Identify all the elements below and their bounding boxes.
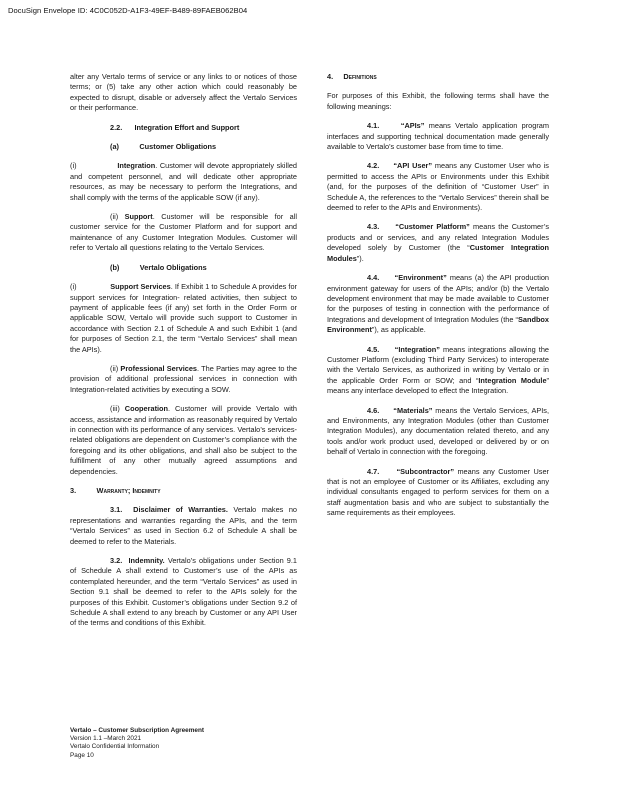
vertalo-obligations-heading: (b) Vertalo Obligations [110, 262, 207, 272]
clause-number: (i) [70, 282, 111, 292]
definition-term: “Integration” [394, 344, 440, 354]
definition-text: means Vertalo application program interfaces and supporting technical documentation made generally available to Vertalo’s customer base from time to time. [327, 121, 550, 152]
page-footer [70, 727, 204, 760]
clause-integration [70, 161, 297, 203]
definition-environment [327, 273, 549, 335]
clause-title: Professional Services [120, 363, 197, 373]
clause-professional-services [70, 364, 297, 395]
definition-text: means any Customer User that is not an employee of Customer or its Affiliates, excluding any individual consultants engaged to perform services for them on a staff augmentation basis and who are subject to substantially the same requirements as their employees. [327, 466, 549, 518]
definition-text: means the Vertalo Services, APIs, and Environments, any Integration Modules (other than Customer Integration Modules), any documentation related thereto, and any tools and/or work product used, developed or delivered by or on behalf of Vertalo in connection with the foregoing. [327, 405, 549, 457]
clause-cooperation [70, 404, 297, 477]
docusign-envelope-id: DocuSign Envelope ID: 4C0C052D-A1F3-49EF-B489-89FAEB062B04 [8, 6, 248, 15]
definition-customer-platform [327, 222, 549, 264]
clause-title: Support Services [110, 282, 171, 292]
clause-number: (ii) [110, 363, 121, 373]
footer-page-number: Page 10 [70, 751, 94, 759]
definition-apis [327, 121, 549, 152]
definition-number: 4.3. [367, 222, 396, 232]
definition-text: ”). [356, 253, 364, 263]
clause-3-1 [70, 505, 297, 547]
footer-confidential: Vertalo Confidential Information [70, 743, 160, 751]
section-4-heading: 4. Definitions [327, 72, 377, 81]
clause-number: (ii) [110, 212, 125, 222]
definition-term: “API User” [393, 161, 433, 171]
clause-text: Vertalo makes no representations and warranties regarding the APIs, and the term “Vertalo Services” as used in Section 6.2 of Schedule A shall be deemed to refer to the Materials. [70, 505, 297, 546]
definition-text: ”), as applicable. [371, 325, 426, 335]
definition-text: means integrations allowing the Customer Platform (excluding Third Party Services) to interoperate with the Vertalo Services, as authorized in writing by Vertalo or in the applicable Order Form or SOW; and “ [327, 344, 549, 385]
clause-support-services [70, 282, 297, 355]
clause-text: . The Parties may agree to the provision of additional professional services in connection with Integration-related activities by executing a SOW. [70, 363, 297, 394]
definition-term: Sandbox Environment [327, 314, 549, 335]
definition-subcontractor [327, 467, 549, 519]
definition-materials [327, 406, 549, 458]
definition-text: means the Customer’s products and or services, and any related Integration Modules developed solely by Customer (the “ [327, 222, 549, 253]
definition-number: 4.4. [367, 273, 395, 283]
definition-term: “APIs” [400, 121, 425, 131]
definition-term: “Environment” [394, 273, 447, 283]
clause-text: . Customer will devote appropriately skilled and competent personnel, and will dedicate other appropriate resources, as may be necessary to perform the Integrations, and shall comply with the terms of the applicable SOW (if any). [70, 161, 297, 202]
footer-title: Vertalo – Customer Subscription Agreement [70, 727, 204, 734]
clause-title: Cooperation [124, 404, 169, 414]
clause-text: . Customer will be responsible for all customer service for the Customer Platform and for support and maintenance of any Customer Integration Modules. Customer will refer to Vertalo all questions relating to the Vertalo Services. [70, 212, 297, 253]
definition-term: Customer Integration Modules [327, 243, 549, 263]
definition-number: 4.1. [367, 121, 401, 131]
clause-text: . Customer will provide Vertalo with access, assistance and information as reasonably required by Vertalo in connection with its performance of any services. Vertalo’s services-related obligations are dependent on Customer’s compliance with the foregoing and its other obligations, and shall also be subject to the fulfillment of any other mutually agreed assumptions and dependencies. [70, 404, 298, 476]
definition-text: ” means any interface developed to effect the Integration. [327, 375, 549, 396]
definition-text: means any Customer User who is permitted to access the APIs or Environments under this Exhibit (and, for the purposes of the definition of “Customer User” in Schedule A, the references to the “Vertalo Services” therein shall be deemed to refer to the APIs and Environments). [327, 161, 549, 213]
footer-version: Version 1.1 –March 2021 [70, 735, 142, 743]
right-column [327, 72, 549, 528]
clause-title: Support [124, 212, 153, 222]
definition-term: “Subcontractor” [396, 466, 454, 476]
definition-term: “Customer Platform” [395, 222, 470, 232]
customer-obligations-heading: (a) Customer Obligations [110, 142, 217, 152]
definition-number: 4.5. [367, 344, 395, 354]
clause-title: Integration [117, 161, 156, 171]
definition-number: 4.6. [367, 405, 394, 415]
clause-number: (i) [70, 161, 118, 171]
definition-term: “Materials” [393, 405, 433, 415]
intro-paragraph: alter any Vertalo terms of service or any links to or notices of those terms; or (5) take any other action which could reasonably be expected to disrupt, disable or adversely affect the Vertalo Services or their performance. [70, 72, 297, 113]
clause-text: . If Exhibit 1 to Schedule A provides for support services for Integration- related activities, then subject to payment of applicable fees (if any) set forth in the Order Form or applicable SOW, Vertalo will provide such support to Customer in accordance with Section 2.1 of Schedule A and such Exhibit 1 (and for purposes of Section 2.1, the term “Vertalo Services” shall mean the APIs). [70, 282, 298, 354]
definition-number: 4.2. [367, 161, 394, 171]
definition-api-user [327, 161, 549, 213]
definition-term: Integration Module [478, 375, 547, 385]
definition-integration [327, 345, 549, 397]
clause-text: Vertalo’s obligations under Section 9.1 of Schedule A shall extend to Customer’s use of the APIs as contemplated hereunder, and the term “Vertalo Services” as used in Section 9.1 shall be deemed to refer to the APIs solely for the purposes of this Exhibit. Customer’s obligations under Section 9.2 of Schedule A shall extend to any breach by Customer or any API User of the terms and conditions of this Exhibit. [70, 556, 297, 628]
left-column [70, 72, 297, 638]
section-3-heading: 3. Warranty; Indemnity [70, 486, 161, 495]
clause-title: 3.1. Disclaimer of Warranties. [110, 505, 228, 515]
clause-3-2 [70, 556, 297, 629]
clause-number: (iii) [110, 404, 125, 414]
clause-support [70, 212, 297, 254]
definition-text: means (a) the API production environment gateway for users of the APIs; and/or (b) the Vertalo development environment that may be made available to Customer for the purposes of testing in connection with the performance of Integrations and development of Integration Modules (the “ [327, 273, 549, 324]
definitions-intro: For purposes of this Exhibit, the following terms shall have the following meanings: [327, 91, 549, 111]
definition-number: 4.7. [367, 466, 397, 476]
clause-title: 3.2. Indemnity. [110, 556, 165, 566]
section-2-2-heading: 2.2. Integration Effort and Support [110, 122, 240, 132]
